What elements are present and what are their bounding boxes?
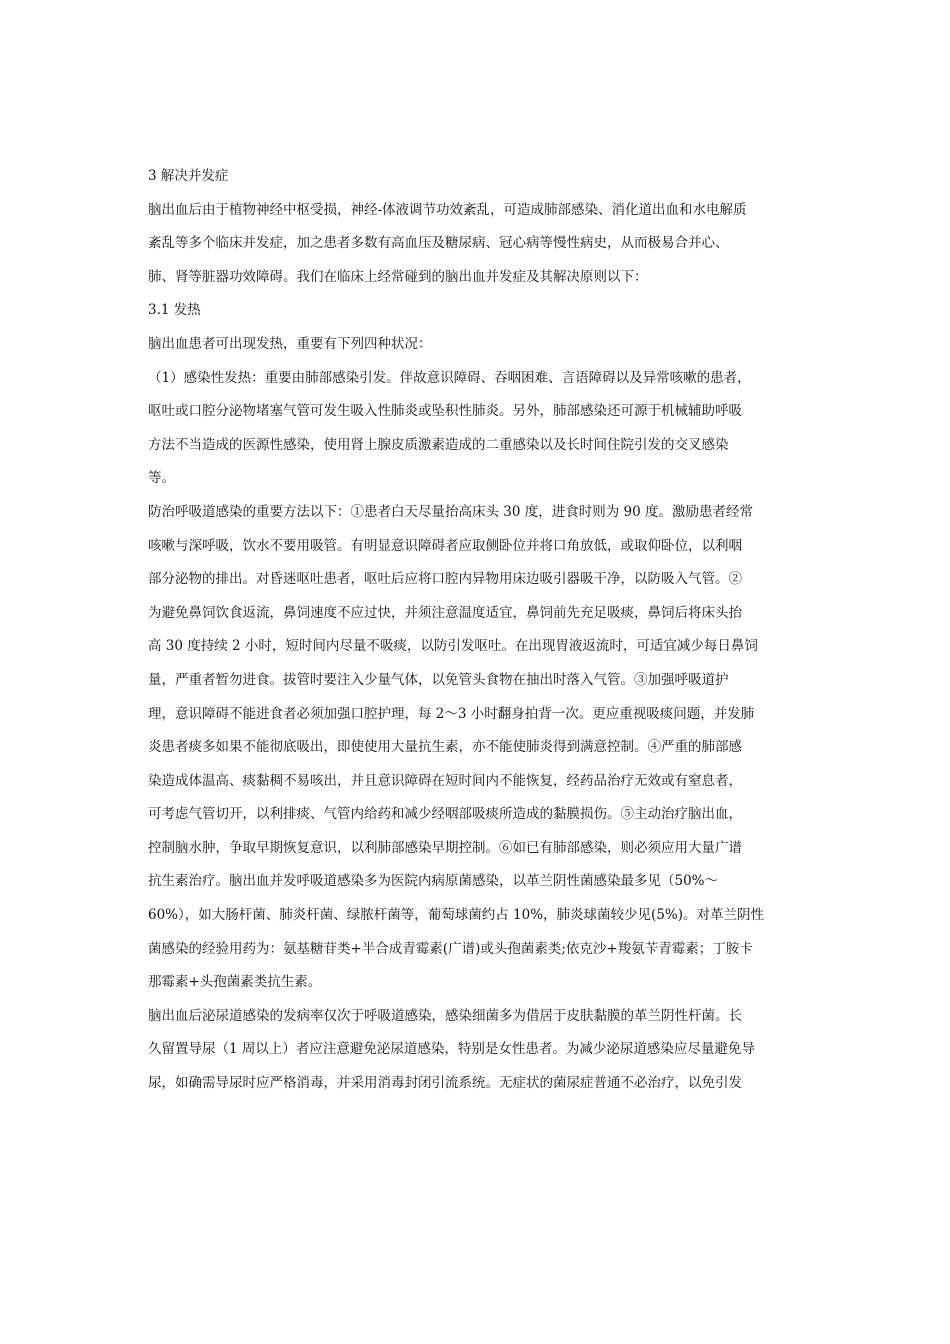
text-line: 理，意识障碍不能进食者必须加强口腔护理，每 2～3 小时翻身拍背一次。更应重视吸痰问题，并发肺	[148, 705, 755, 722]
text-line: 菌感染的经验用药为：氨基糖苷类+半合成青霉素(广谱)或头孢菌素类;依克沙+羧氨苄青霉素；丁胺卡	[148, 940, 753, 957]
text-line: 量，严重者暂勿进食。拔管时要注入少量气体，以免管头食物在抽出时落入气管。③加强呼吸道护	[148, 671, 729, 688]
text-line: 为避免鼻饲饮食返流，鼻饲速度不应过快，并须注意温度适宜，鼻饲前先充足吸痰，鼻饲后将床头抬	[148, 604, 742, 621]
text-line: 那霉素+头孢菌素类抗生素。	[148, 974, 322, 991]
text-line: 脑出血后由于植物神经中枢受损，神经-体液调节功效紊乱，可造成肺部感染、消化道出血和水电解质	[148, 201, 747, 218]
text-line: 紊乱等多个临床并发症，加之患者多数有高血压及糖尿病、冠心病等慢性病史，从而极易合并心、	[148, 235, 729, 252]
text-line: 部分泌物的排出。对昏迷呕吐患者，呕吐后应将口腔内异物用床边吸引器吸干净，以防吸入气管。②	[148, 571, 742, 588]
text-line: 久留置导尿（1 周以上）者应注意避免泌尿道感染，特别是女性患者。为减少泌尿道感染应尽量避免导	[148, 1041, 755, 1058]
section-heading: 3 解决并发症	[148, 168, 229, 184]
text-line: 染造成体温高、痰黏稠不易咳出，并且意识障碍在短时间内不能恢复，经药品治疗无效或有窒息者，	[148, 772, 742, 789]
text-line: 炎患者痰多如果不能彻底吸出，即使使用大量抗生素，亦不能使肺炎得到满意控制。④严重的肺部感	[148, 739, 742, 756]
text-line: 尿，如确需导尿时应严格消毒，并采用消毒封闭引流系统。无症状的菌尿症普通不必治疗，以免引发	[148, 1075, 742, 1092]
subsection-heading: 3.1 发热	[148, 302, 201, 319]
text-line: 脑出血后泌尿道感染的发病率仅次于呼吸道感染，感染细菌多为借居于皮肤黏膜的革兰阴性杆菌。长	[148, 1007, 742, 1024]
text-line: 方法不当造成的医源性感染，使用肾上腺皮质激素造成的二重感染以及长时间住院引发的交叉感染	[148, 436, 729, 453]
text-line: 抗生素治疗。脑出血并发呼吸道感染多为医院内病原菌感染，以革兰阴性菌感染最多见（50%～	[148, 873, 719, 890]
text-line: 呕吐或口腔分泌物堵塞气管可发生吸入性肺炎或坠积性肺炎。另外，肺部感染还可源于机械辅助呼吸	[148, 403, 742, 420]
text-line: （1）感染性发热：重要由肺部感染引发。伴故意识障碍、吞咽困难、言语障碍以及异常咳嗽的患者，	[148, 369, 751, 386]
text-line: 等。	[148, 470, 175, 487]
text-line: 咳嗽与深呼吸，饮水不要用吸管。有明显意识障碍者应取侧卧位并将口角放低，或取仰卧位，以利咽	[148, 537, 742, 554]
document-body	[148, 160, 804, 1101]
text-line: 控制脑水肿，争取早期恢复意识，以利肺部感染早期控制。⑥如已有肺部感染，则必须应用大量广谱	[148, 839, 742, 856]
text-line: 60%），如大肠杆菌、肺炎杆菌、绿脓杆菌等，葡萄球菌约占 10%，肺炎球菌较少见(5%)。对革兰阴性	[148, 907, 765, 924]
text-line: 高 30 度持续 2 小时，短时间内尽量不吸痰，以防引发呕吐。在出现胃液返流时，可适宜减少每日鼻饲	[148, 638, 758, 655]
text-line: 防治呼吸道感染的重要方法以下：①患者白天尽量抬高床头 30 度，进食时则为 90 度。激励患者经常	[148, 503, 754, 520]
text-line: 肺、肾等脏器功效障碍。我们在临床上经常碰到的脑出血并发症及其解决原则以下：	[148, 268, 648, 285]
text-line: 可考虑气管切开，以利排痰、气管内给药和减少经咽部吸痰所造成的黏膜损伤。⑤主动治疗脑出血，	[148, 806, 742, 823]
text-line: 脑出血患者可出现发热，重要有下列四种状况：	[148, 335, 432, 352]
